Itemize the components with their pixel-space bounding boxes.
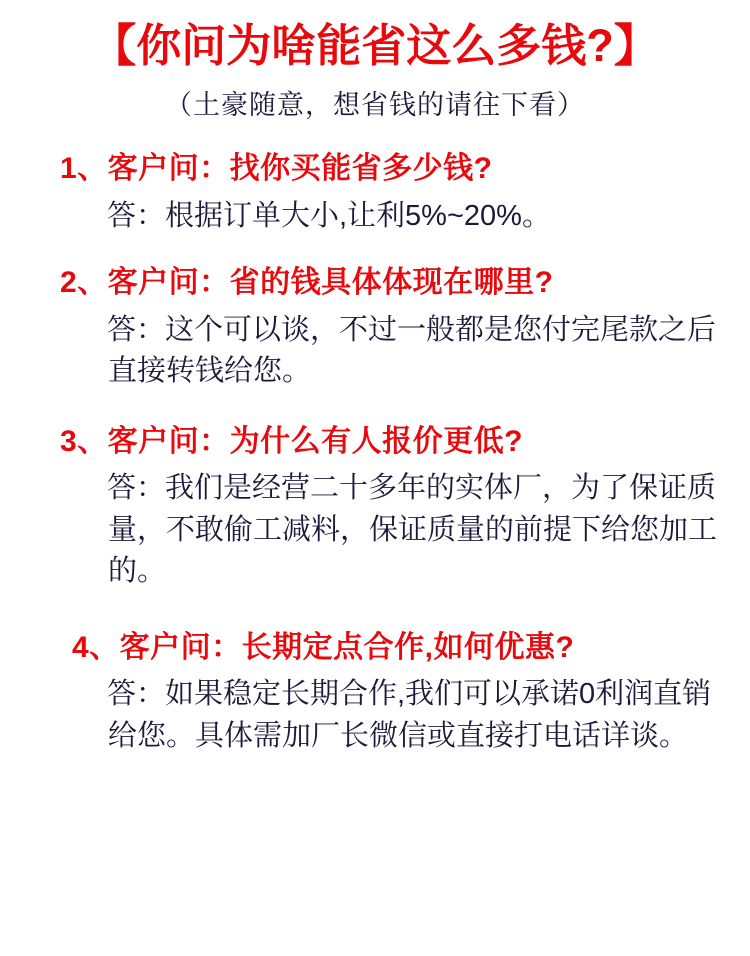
faq-question: 3、客户问：为什么有人报价更低? (60, 424, 524, 458)
faq-item (30, 149, 720, 237)
page-title: 【你问为啥能省这么多钱?】 (91, 20, 659, 71)
faq-answer: 答：如果稳定长期合作,我们可以承诺0利润直销给您。具体需加厂长微信或直接打电话详谈。 (107, 678, 712, 752)
faq-item (30, 628, 720, 757)
faq-question: 2、客户问：省的钱具体体现在哪里? (60, 266, 554, 300)
faq-answer: 答：我们是经营二十多年的实体厂，为了保证质量，不敢偷工减料，保证质量的前提下给您加工的。 (107, 472, 718, 587)
faq-question: 4、客户问：长期定点合作,如何优惠? (72, 630, 575, 664)
faq-answer: 答：这个可以谈，不过一般都是您付完尾款之后直接转钱给您。 (107, 313, 717, 387)
faq-item (30, 422, 720, 592)
faq-item (30, 263, 720, 392)
page-subtitle: （土豪随意，想省钱的请往下看） (165, 90, 585, 121)
faq-question: 1、客户问：找你买能省多少钱? (60, 152, 493, 186)
faq-list (30, 149, 720, 756)
faq-answer: 答：根据订单大小,让利5%~20%。 (107, 199, 551, 232)
